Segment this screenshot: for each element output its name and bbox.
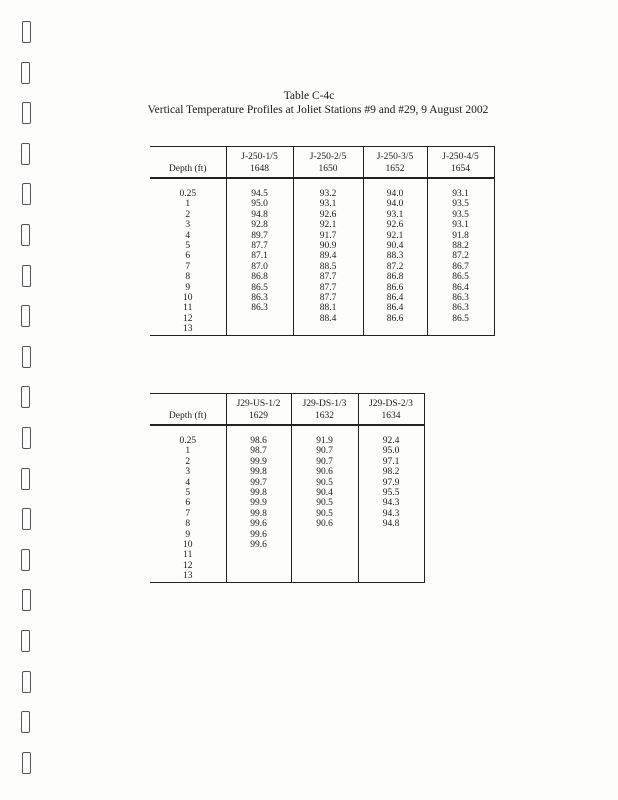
column-header-name: J29-DS-2/3 — [369, 399, 413, 409]
depth-cell: 12 — [183, 313, 193, 324]
temperature-cell: 95.0 — [358, 446, 424, 456]
depth-cell: 6 — [185, 498, 191, 509]
column-header-time: 1654 — [451, 164, 470, 174]
depth-cell: 9 — [185, 529, 191, 540]
table-title: Table C-4c — [283, 90, 335, 102]
temperature-cell: 90.6 — [291, 467, 358, 477]
temperature-cell: 94.0 — [363, 189, 427, 199]
temperature-cell: 89.4 — [293, 251, 363, 261]
table-row — [150, 488, 424, 498]
depth-cell: 3 — [185, 220, 191, 231]
temperature-cell: 94.5 — [226, 189, 293, 199]
depth-cell: 8 — [185, 272, 191, 283]
temperature-cell: 94.3 — [358, 498, 424, 508]
table-row — [150, 293, 494, 303]
temperature-cell: 94.0 — [363, 199, 427, 209]
temperature-cell: 95.5 — [358, 488, 424, 498]
temperature-cell: 90.4 — [291, 488, 358, 498]
depth-cell: 10 — [183, 540, 193, 551]
column-header-name: J-250-3/5 — [376, 152, 414, 162]
depth-cell: 2 — [185, 209, 191, 220]
temperature-cell — [291, 550, 358, 560]
binder-hole — [22, 183, 31, 205]
temperature-cell: 87.7 — [226, 241, 293, 251]
temperature-cell: 86.6 — [363, 314, 427, 324]
temperature-cell: 86.7 — [427, 262, 494, 272]
temperature-cell — [358, 561, 424, 571]
temperature-cell: 87.7 — [293, 293, 363, 303]
temperature-cell: 99.6 — [226, 519, 291, 529]
temperature-cell — [291, 530, 358, 540]
depth-cell: 13 — [150, 571, 226, 582]
depth-cell: 1 — [185, 199, 191, 210]
temperature-cell: 91.8 — [427, 231, 494, 241]
table-row — [150, 509, 424, 519]
table-row — [150, 324, 494, 335]
column-header-time: 1629 — [249, 411, 268, 421]
temperature-cell — [358, 540, 424, 550]
temperature-cell: 93.5 — [427, 210, 494, 220]
temperature-cell: 88.3 — [363, 251, 427, 261]
temperature-cell: 93.1 — [427, 220, 494, 230]
temperature-cell: 90.7 — [291, 457, 358, 467]
depth-cell: 9 — [185, 282, 191, 293]
depth-cell: 11 — [183, 303, 193, 314]
column-header-depth: Depth (ft) — [168, 164, 207, 174]
temperature-cell: 97.1 — [358, 457, 424, 467]
column-header — [226, 394, 291, 426]
depth-cell: 11 — [183, 550, 193, 561]
temperature-cell — [226, 561, 291, 571]
temperature-cell — [427, 324, 494, 335]
table-row — [150, 478, 424, 488]
temperature-cell: 92.1 — [293, 220, 363, 230]
column-header — [291, 394, 358, 426]
temperature-cell: 99.9 — [226, 498, 291, 508]
column-header-name: J-250-2/5 — [309, 152, 347, 162]
depth-cell: 7 — [185, 508, 191, 519]
temperature-cell: 86.3 — [226, 293, 293, 303]
temperature-cell: 92.1 — [363, 231, 427, 241]
temperature-cell: 90.4 — [363, 241, 427, 251]
temperature-cell — [226, 324, 293, 335]
column-header-time: 1648 — [250, 164, 269, 174]
binder-hole — [22, 752, 31, 774]
table-row — [150, 314, 494, 324]
depth-cell: 0.25 — [179, 189, 197, 199]
temperature-cell: 93.5 — [427, 199, 494, 209]
table-row — [150, 550, 424, 560]
table-row — [150, 272, 494, 282]
depth-cell: 7 — [185, 261, 191, 272]
temperature-cell: 90.9 — [293, 241, 363, 251]
temperature-cell: 86.3 — [427, 293, 494, 303]
temperature-cell: 99.8 — [226, 509, 291, 519]
column-header-depth: Depth (ft) — [168, 411, 207, 421]
depth-cell: 5 — [185, 488, 191, 499]
table-row — [150, 283, 494, 293]
temperature-cell: 93.1 — [293, 199, 363, 209]
temperature-cell: 91.7 — [293, 231, 363, 241]
binder-hole — [21, 62, 30, 84]
table-row — [150, 303, 494, 313]
table-row — [150, 199, 494, 209]
depth-cell: 8 — [185, 519, 191, 530]
depth-cell: 2 — [185, 456, 191, 467]
temperature-cell: 87.2 — [427, 251, 494, 261]
temperature-cell: 94.8 — [226, 210, 293, 220]
binder-hole — [21, 224, 30, 246]
temperature-cell: 86.5 — [226, 283, 293, 293]
temperature-cell: 91.9 — [291, 436, 358, 446]
temperature-cell: 90.5 — [291, 509, 358, 519]
binder-hole — [21, 305, 30, 327]
binder-hole — [22, 265, 31, 287]
table-row — [150, 530, 424, 540]
temperature-cell: 86.3 — [226, 303, 293, 313]
depth-cell: 0.25 — [179, 436, 197, 446]
temperature-cell: 92.6 — [363, 220, 427, 230]
column-header-time: 1652 — [385, 164, 405, 174]
temperature-cell: 98.7 — [226, 446, 291, 456]
temperature-cell: 92.4 — [358, 436, 424, 446]
table-row — [150, 241, 494, 251]
column-header-time: 1634 — [381, 411, 401, 421]
depth-cell: 3 — [185, 467, 191, 478]
temperature-cell: 86.4 — [363, 293, 427, 303]
table-header-row — [150, 147, 494, 179]
temperature-cell — [358, 550, 424, 560]
binder-hole — [21, 468, 30, 490]
table-row — [150, 561, 424, 571]
depth-cell: 10 — [183, 293, 193, 304]
column-header — [226, 147, 293, 179]
temperature-cell: 88.5 — [293, 262, 363, 272]
column-header — [363, 147, 427, 179]
depth-cell: 6 — [185, 251, 191, 262]
temperature-cell — [291, 571, 358, 582]
column-header-time: 1650 — [318, 164, 338, 174]
temperature-cell — [293, 324, 363, 335]
binder-hole — [22, 21, 31, 43]
binder-hole — [21, 549, 30, 571]
temperature-cell — [291, 561, 358, 571]
column-header — [293, 147, 363, 179]
table-row — [150, 498, 424, 508]
temperature-cell: 98.2 — [358, 467, 424, 477]
temperature-cell: 87.2 — [363, 262, 427, 272]
table-header-row — [150, 394, 424, 426]
temperature-cell: 88.1 — [293, 303, 363, 313]
table-subtitle: Vertical Temperature Profiles at Joliet Stations #9 and #29, 9 August 2002 — [147, 104, 489, 116]
temperature-cell: 94.8 — [358, 519, 424, 529]
column-header-name: J-250-1/5 — [241, 152, 278, 162]
temperature-cell: 90.7 — [291, 446, 358, 456]
temperature-cell: 87.7 — [293, 283, 363, 293]
temperature-cell — [226, 314, 293, 324]
depth-cell: 13 — [150, 324, 226, 335]
column-header — [427, 147, 494, 179]
temperature-cell: 86.5 — [427, 314, 494, 324]
temperature-cell: 90.6 — [291, 519, 358, 529]
table-row — [150, 210, 494, 220]
temperature-cell — [226, 550, 291, 560]
binder-hole — [21, 711, 30, 733]
binder-hole — [21, 630, 30, 652]
temperature-cell: 86.8 — [363, 272, 427, 282]
temperature-cell: 87.0 — [226, 262, 293, 272]
temperature-cell: 99.6 — [226, 530, 291, 540]
temperature-cell: 90.5 — [291, 498, 358, 508]
depth-cell: 5 — [185, 241, 191, 252]
table-row — [150, 220, 494, 230]
column-header-time: 1632 — [315, 411, 334, 421]
column-header — [358, 394, 424, 426]
temperature-cell: 97.9 — [358, 478, 424, 488]
temperature-cell — [363, 324, 427, 335]
temperature-cell — [358, 530, 424, 540]
temperature-table-station-29 — [150, 393, 425, 583]
temperature-cell: 89.7 — [226, 231, 293, 241]
temperature-cell: 86.3 — [427, 303, 494, 313]
temperature-cell: 86.6 — [363, 283, 427, 293]
table-row — [150, 446, 424, 456]
temperature-cell: 86.4 — [427, 283, 494, 293]
temperature-table-station-9 — [150, 146, 495, 336]
column-header-name: J29-DS-1/3 — [302, 399, 347, 409]
temperature-cell: 92.6 — [293, 210, 363, 220]
temperature-cell: 86.5 — [427, 272, 494, 282]
temperature-cell: 90.5 — [291, 478, 358, 488]
column-header-name: J29-US-1/2 — [236, 399, 281, 409]
temperature-cell: 93.1 — [363, 210, 427, 220]
table-row — [150, 540, 424, 550]
temperature-cell — [291, 540, 358, 550]
depth-cell: 4 — [185, 477, 191, 488]
temperature-cell: 99.8 — [226, 488, 291, 498]
temperature-cell: 93.1 — [427, 189, 494, 199]
table-row — [150, 571, 424, 582]
table-row — [150, 519, 424, 529]
temperature-cell — [358, 571, 424, 582]
temperature-cell: 99.9 — [226, 457, 291, 467]
temperature-cell: 99.8 — [226, 467, 291, 477]
binder-hole — [22, 427, 31, 449]
table-row — [150, 467, 424, 477]
temperature-cell: 99.6 — [226, 540, 291, 550]
temperature-cell: 88.2 — [427, 241, 494, 251]
binder-hole — [22, 346, 31, 368]
temperature-cell: 93.2 — [293, 189, 363, 199]
temperature-cell: 87.7 — [293, 272, 363, 282]
table-row — [150, 262, 494, 272]
temperature-cell — [226, 571, 291, 582]
temperature-cell: 99.7 — [226, 478, 291, 488]
table-row — [150, 189, 494, 199]
temperature-cell: 87.1 — [226, 251, 293, 261]
depth-cell: 12 — [183, 560, 193, 571]
binder-hole — [21, 143, 30, 165]
table-row — [150, 457, 424, 467]
binder-hole — [21, 386, 30, 408]
temperature-cell: 95.0 — [226, 199, 293, 209]
temperature-cell: 92.8 — [226, 220, 293, 230]
binder-hole — [22, 589, 31, 611]
depth-cell: 1 — [185, 446, 191, 457]
temperature-cell: 86.4 — [363, 303, 427, 313]
temperature-cell: 94.3 — [358, 509, 424, 519]
column-header-name: J-250-4/5 — [442, 152, 479, 162]
temperature-cell: 98.6 — [226, 436, 291, 446]
binder-hole — [22, 508, 31, 530]
table-row — [150, 251, 494, 261]
table-row — [150, 436, 424, 446]
temperature-cell: 86.8 — [226, 272, 293, 282]
table-row — [150, 231, 494, 241]
temperature-cell: 88.4 — [293, 314, 363, 324]
depth-cell: 4 — [185, 230, 191, 241]
binder-hole — [22, 671, 31, 693]
